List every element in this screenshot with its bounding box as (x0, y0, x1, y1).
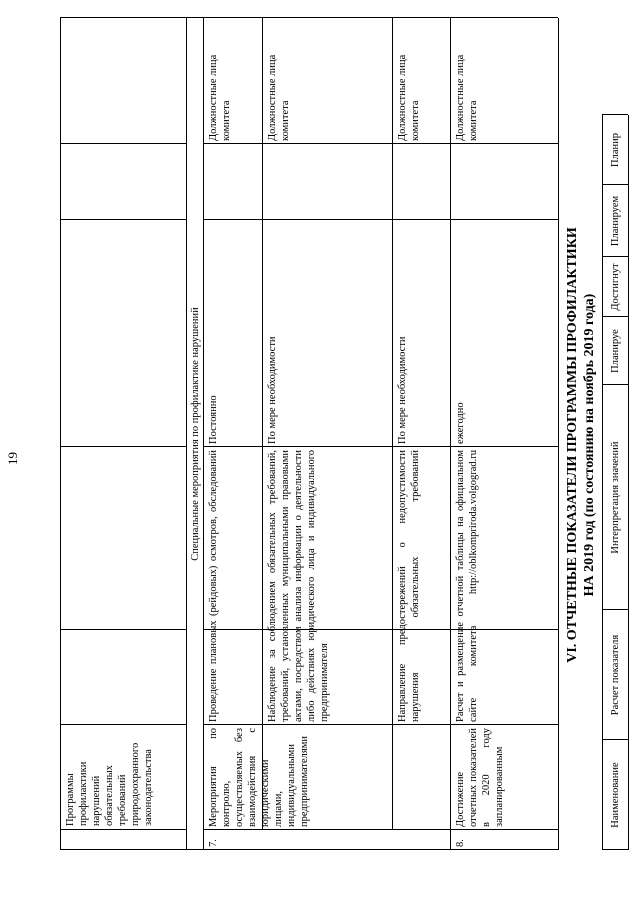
row8-text: Расчет и размещение отчетной таблицы на официальном сайте комитета http://oblkompriroda.volgograd.ru (455, 450, 479, 722)
table-rule (262, 18, 263, 830)
table-rule (602, 849, 628, 850)
section6-header-5: Планируем (610, 195, 621, 247)
table-rule (60, 143, 186, 144)
row7-activity-2-text: Направление предостережений о недопустимости нарушения обязательных требований (397, 450, 421, 722)
table-rule (602, 184, 628, 185)
table-rule (602, 256, 628, 257)
section-header: Специальные мероприятия по профилактике нарушений (190, 307, 201, 561)
row7-activity-2-responsible: Должностные лица комитета (397, 54, 421, 141)
table-rule (602, 114, 628, 115)
row8-period: ежегодно (455, 402, 466, 444)
table-rule (60, 724, 186, 725)
table-rule (203, 629, 558, 630)
row7-activity-1-text: Наблюдение за соблюдением обязательных требований, требований, установленных муниципальными правовыми актами, посредством анализа информации о деятельности либо действиях юридического лица и индивидуального предпринимателя (267, 450, 330, 722)
table-rule (203, 143, 558, 144)
page-number: 19 (5, 452, 20, 465)
row8-name: Достижение отчетных показателей в 2020 году запланированным (455, 728, 505, 827)
row7-name: Мероприятия по контролю, осуществляемых без взаимодействия с юридическими лицами, индивидуальными предпринимателями (208, 728, 310, 827)
table-rule (602, 739, 628, 740)
program-cont-text: Программы профилактики нарушений обязательных требований природоохранного законодательства (65, 742, 154, 826)
table-rule (60, 629, 186, 630)
table-rule (628, 115, 629, 850)
table-rule (602, 609, 628, 610)
table-rule (203, 219, 558, 220)
section6-title-line1: VI. ОТЧЕТНЫЕ ПОКАЗАТЕЛИ ПРОГРАММЫ ПРОФИЛАКТИКИ (565, 227, 580, 663)
table-rule (60, 446, 186, 447)
table-rule (203, 829, 558, 830)
table-rule (60, 829, 186, 830)
table-rule (203, 724, 558, 725)
section6-header-3: Планируе (610, 329, 621, 373)
section6-header-0: Наименование (610, 762, 621, 828)
row8-num: 8. (455, 839, 466, 847)
table-rule (602, 316, 628, 317)
table-rule (203, 446, 558, 447)
table-rule (60, 219, 186, 220)
row7-activity-0-responsible: Должностные лица комитета (208, 54, 232, 141)
section6-header-2: Интерпретация значений (610, 441, 621, 554)
section6-title-line2: НА 2019 год (по состоянию на ноябрь 2019 года) (582, 293, 597, 597)
table-rule (558, 18, 559, 850)
row7-activity-0-period: Постоянно (208, 395, 219, 444)
row7-activity-2-period: По мере необходимости (397, 336, 408, 444)
row8-responsible: Должностные лица комитета (455, 54, 479, 141)
section6-header-1: Расчет показателя (610, 634, 621, 716)
table-rule (602, 384, 628, 385)
table-rule (60, 849, 558, 850)
section6-header-6: Планир (610, 133, 621, 167)
table-rule (186, 18, 187, 850)
row7-num: 7. (208, 839, 219, 847)
table-rule (60, 17, 558, 18)
table-rule (392, 18, 393, 830)
row7-activity-1-responsible: Должностные лица комитета (267, 54, 291, 141)
row7-activity-1-period: По мере необходимости (267, 336, 278, 444)
section6-header-4: Достигнут (610, 263, 621, 311)
row7-activity-0-text: Проведение плановых (рейдовых) осмотров, обследований (208, 450, 219, 722)
